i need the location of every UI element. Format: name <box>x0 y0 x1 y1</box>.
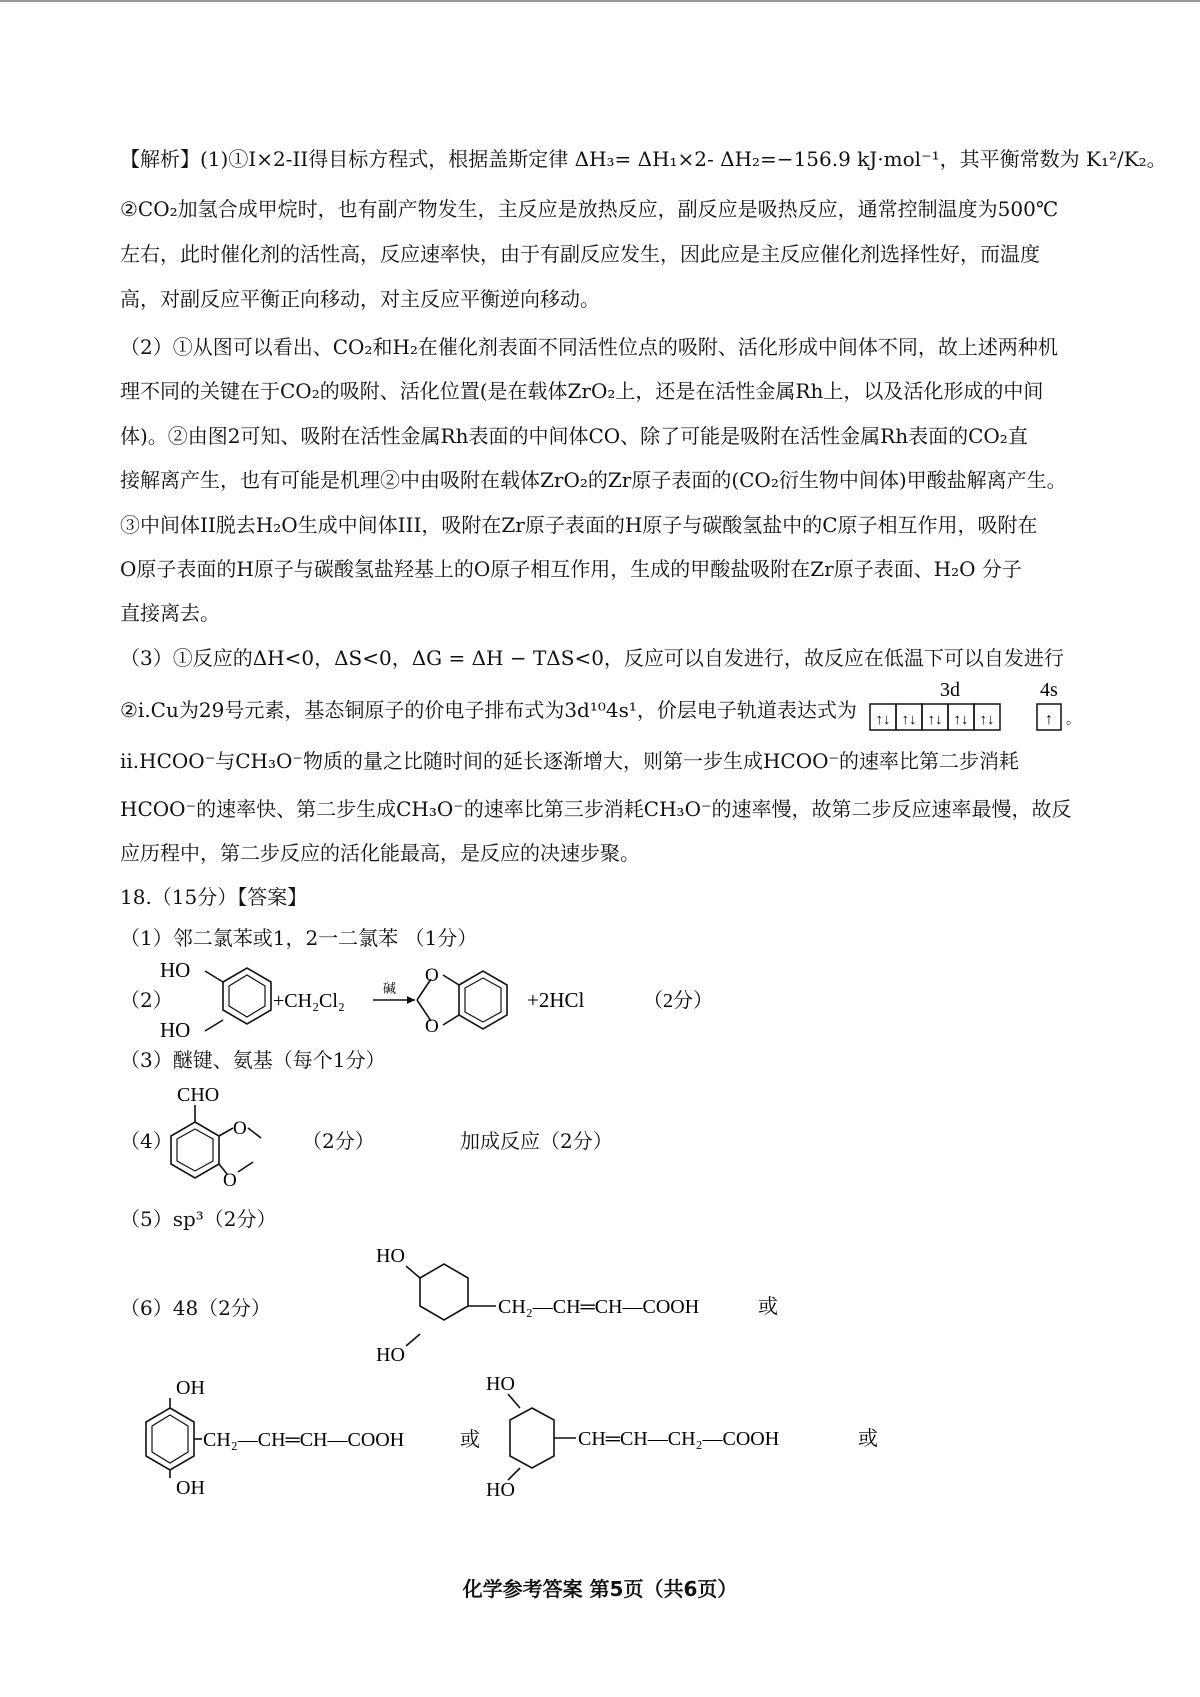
bond <box>508 1394 520 1408</box>
bond <box>238 1162 253 1172</box>
atom-o: O <box>425 965 439 986</box>
bond <box>406 1266 420 1278</box>
isomer-1 <box>370 1238 810 1368</box>
q18-answer-5: （5）sp³（2分） <box>120 1207 277 1231</box>
or-text: 或 <box>758 1296 778 1318</box>
structure-4 <box>155 1082 295 1192</box>
analysis-line: 左右，此时催化剂的活性高，反应速率快，由于有副反应发生，因此应是主反应催化剂选择性好，而温度 <box>120 242 1040 266</box>
bond <box>219 1128 233 1136</box>
orbital-end: 。 <box>1066 713 1080 728</box>
orbital-electron-3d: ↑↓ <box>901 712 917 728</box>
ring-guide <box>496 1408 544 1468</box>
bond <box>205 1020 223 1031</box>
orbital-electron-3d: ↑↓ <box>927 712 943 728</box>
orbital-diagram <box>862 676 1102 736</box>
q18-answer-3: （3）醚键、氨基（每个1分） <box>120 1048 386 1072</box>
top-border <box>0 0 1200 2</box>
side-chain: CH═CH—CH₂—COOH <box>578 1428 780 1450</box>
q18-answer-2-num: （2） <box>120 988 173 1012</box>
label-ho: HO <box>376 1245 405 1267</box>
orbital-electron-3d: ↑↓ <box>979 712 995 728</box>
q18-answer-1: （1）邻二氯苯或1，2一二氯苯 （1分） <box>120 926 478 950</box>
analysis-line: ②i.Cu为29号元素，基态铜原子的价电子排布式为3d¹⁰4s¹，价层电子轨道表达式为 <box>120 698 857 722</box>
benzene-ring <box>459 971 507 1029</box>
atom-o: O <box>223 1170 237 1191</box>
analysis-line: ②CO₂加氢合成甲烷时，也有副产物发生，主反应是放热反应，副反应是吸热反应，通常控制温度为500℃ <box>120 197 1059 221</box>
label-ho: HO <box>376 1344 405 1366</box>
isomer-2 <box>108 1370 488 1500</box>
score: （2分） <box>643 990 713 1012</box>
q18-answer-4-type: 加成反应（2分） <box>460 1129 613 1153</box>
bond <box>205 971 223 982</box>
bond <box>443 1015 459 1025</box>
bond <box>406 1334 420 1346</box>
benzene-ring <box>420 1264 468 1320</box>
side-chain: CH₂—CH═CH—COOH <box>498 1296 700 1318</box>
analysis-line: 体)。②由图2可知、吸附在活性金属Rh表面的中间体CO、除了可能是吸附在活性金属Rh表面的CO₂直 <box>120 424 1028 448</box>
benzene-inner <box>177 1129 213 1171</box>
analysis-line: （3）①反应的ΔH<0，ΔS<0，ΔG = ΔH − TΔS<0，反应可以自发进行，故反应在低温下可以自发进行 <box>120 646 1064 670</box>
orbital-3d-boxes <box>870 704 1000 730</box>
q18-answer-4-num: （4） <box>120 1129 173 1153</box>
page-footer: 化学参考答案 第5页（共6页） <box>462 1577 738 1601</box>
benzene-inner <box>152 1415 188 1463</box>
reagent-ch2cl2: +CH₂Cl₂ <box>273 990 345 1012</box>
orbital-label-4s: 4s <box>1040 679 1058 701</box>
orbital-electron-4s: ↑ <box>1045 711 1053 728</box>
arrowhead <box>407 996 415 1004</box>
analysis-line: （2）①从图可以看出、CO₂和H₂在催化剂表面不同活性位点的吸附、活化形成中间体不同，故上述两种机 <box>120 335 1058 359</box>
q18-answer-4-score: （2分） <box>302 1129 375 1153</box>
label-ho: HO <box>486 1373 515 1395</box>
benzene-ring <box>171 1122 219 1178</box>
bond <box>443 975 459 985</box>
label-ho: HO <box>486 1479 515 1500</box>
or-text: 或 <box>460 1429 480 1451</box>
benzene-inner <box>465 978 501 1022</box>
analysis-line: ③中间体II脱去H₂O生成中间体III，吸附在Zr原子表面的H原子与碳酸氢盐中的C原子相互作用，吸附在 <box>120 513 1038 537</box>
benzene-ring <box>223 968 271 1024</box>
analysis-line: 接解离产生，也有可能是机理②中由吸附在载体ZrO₂的Zr原子表面的(CO₂衍生物中间体)甲酸盐解离产生。 <box>120 468 1067 492</box>
isomer-3 <box>480 1368 900 1500</box>
or-text: 或 <box>858 1428 878 1450</box>
q18-header: 18.（15分）【答案】 <box>120 885 308 909</box>
analysis-line: 高，对副反应平衡正向移动，对主反应平衡逆向移动。 <box>120 287 600 311</box>
bond <box>248 1128 261 1138</box>
label-oh: OH <box>176 1377 205 1399</box>
atom-o: O <box>233 1118 247 1139</box>
side-chain: CH₂—CH═CH—COOH <box>203 1429 405 1451</box>
analysis-line: 理不同的关键在于CO₂的吸附、活化位置(是在载体ZrO₂上，还是在活性金属Rh上，以及活化形成的中间 <box>120 379 1044 403</box>
analysis-line: 【解析】(1)①I×2-II得目标方程式，根据盖斯定律 ΔH₃= ΔH₁×2- ΔH₂=−156.9 kJ·mol⁻¹，其平衡常数为 K₁²/K₂。 <box>120 147 1167 171</box>
benzene-ring <box>146 1408 194 1470</box>
analysis-line: 直接离去。 <box>120 601 220 625</box>
label-ho: HO <box>160 1018 191 1042</box>
orbital-label-3d: 3d <box>940 679 960 701</box>
analysis-line: 应历程中，第二步反应的活化能最高，是反应的决速步聚。 <box>120 841 640 865</box>
analysis-line: HCOO⁻的速率快、第二步生成CH₃O⁻的速率比第三步消耗CH₃O⁻的速率慢，故第二步反应速率最慢，故反 <box>120 797 1072 821</box>
atom-o: O <box>425 1016 439 1037</box>
q18-answer-6: （6）48（2分） <box>120 1296 271 1320</box>
ring-guide <box>420 1264 468 1348</box>
benzene-inner <box>229 975 265 1017</box>
analysis-line: ii.HCOO⁻与CH₃O⁻物质的量之比随时间的延长逐渐增大，则第一步生成HCOO⁻的速率比第二步消耗 <box>120 749 1020 773</box>
orbital-electron-3d: ↑↓ <box>875 712 891 728</box>
product-hcl: +2HCl <box>527 988 585 1012</box>
label-oh: OH <box>176 1477 205 1499</box>
label-cho: CHO <box>177 1084 220 1106</box>
benzene-ring <box>510 1408 554 1468</box>
label-ho: HO <box>160 958 191 982</box>
analysis-line: O原子表面的H原子与碳酸氢盐羟基上的O原子相互作用，生成的甲酸盐吸附在Zr原子表面、H₂O 分子 <box>120 557 1022 581</box>
reaction-condition: 碱 <box>383 981 397 996</box>
orbital-electron-3d: ↑↓ <box>953 712 969 728</box>
reaction-2 <box>155 955 755 1047</box>
